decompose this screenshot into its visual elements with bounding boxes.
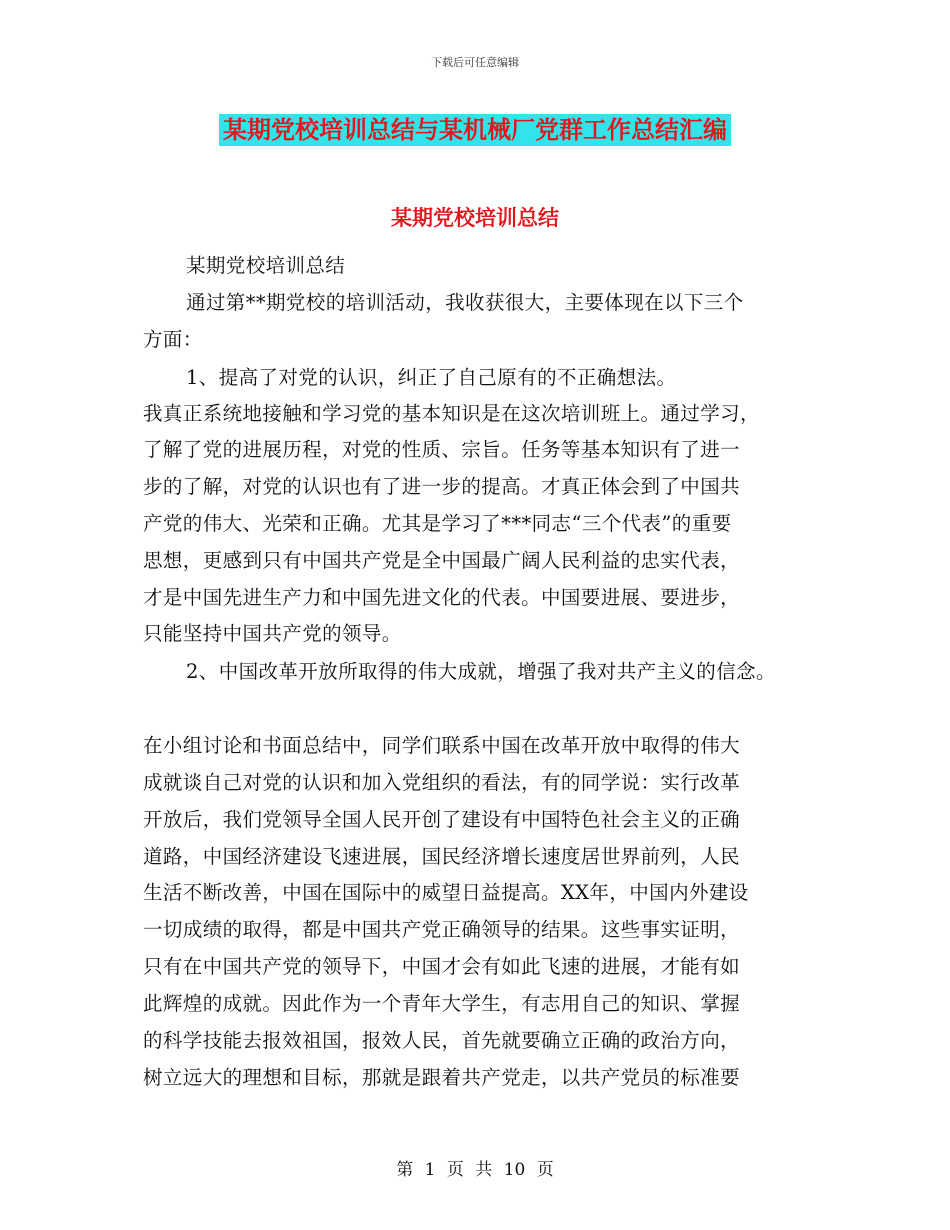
body-line: 1、提高了对党的认识，纠正了自己原有的不正确想法。 (186, 366, 677, 389)
body-line: 步的了解，对党的认识也有了进一步的提高。才真正体会到了中国共 (143, 475, 741, 498)
doc-title-container (0, 114, 950, 146)
body-line: 2、中国改革开放所取得的伟大成就，增强了我对共产主义的信念。 (186, 660, 776, 683)
body-line: 我真正系统地接触和学习党的基本知识是在这次培训班上。通过学习， (143, 402, 760, 425)
page-footer: 第 1 页 共 10 页 (396, 1160, 554, 1180)
body-line: 产党的伟大、光荣和正确。尤其是学习了***同志“三个代表”的重要 (143, 512, 732, 535)
body-line: 道路，中国经济建设飞速进展，国民经济增长速度居世界前列，人民 (143, 845, 741, 868)
body-line: 某期党校培训总结 (186, 254, 346, 277)
body-line: 了解了党的进展历程，对党的性质、宗旨。任务等基本知识有了进一 (143, 438, 741, 461)
body-line: 只能坚持中国共产党的领导。 (143, 622, 402, 645)
body-line: 开放后，我们党领导全国人民开创了建设有中国特色社会主义的正确 (143, 808, 741, 831)
body-line: 在小组讨论和书面总结中，同学们联系中国在改革开放中取得的伟大 (143, 734, 741, 757)
header-note: 下载后可任意编辑 (431, 56, 519, 69)
body-line: 思想，更感到只有中国共产党是全中国最广阔人民利益的忠实代表， (143, 549, 741, 572)
document-title: 某期党校培训总结与某机械厂党群工作总结汇编 (219, 114, 731, 146)
body-line: 树立远大的理想和目标，那就是跟着共产党走，以共产党员的标准要 (143, 1066, 741, 1089)
section-title: 某期党校培训总结 (391, 206, 559, 230)
body-line: 生活不断改善，中国在国际中的威望日益提高。XX年，中国内外建设 (143, 881, 749, 904)
body-line: 此辉煌的成就。因此作为一个青年大学生，有志用自己的知识、掌握 (143, 992, 741, 1015)
body-line: 成就谈自己对党的认识和加入党组织的看法，有的同学说：实行改革 (143, 771, 741, 794)
body-line: 的科学技能去报效祖国，报效人民，首先就要确立正确的政治方向， (143, 1029, 741, 1052)
body-line: 一切成绩的取得，都是中国共产党正确领导的结果。这些事实证明， (143, 918, 741, 941)
body-line: 才是中国先进生产力和中国先进文化的代表。中国要进展、要进步， (143, 586, 741, 609)
body-line: 方面： (143, 328, 203, 351)
body-line: 通过第**期党校的培训活动，我收获很大，主要体现在以下三个 (186, 291, 744, 314)
body-line: 只有在中国共产党的领导下，中国才会有如此飞速的进展，才能有如 (143, 955, 741, 978)
